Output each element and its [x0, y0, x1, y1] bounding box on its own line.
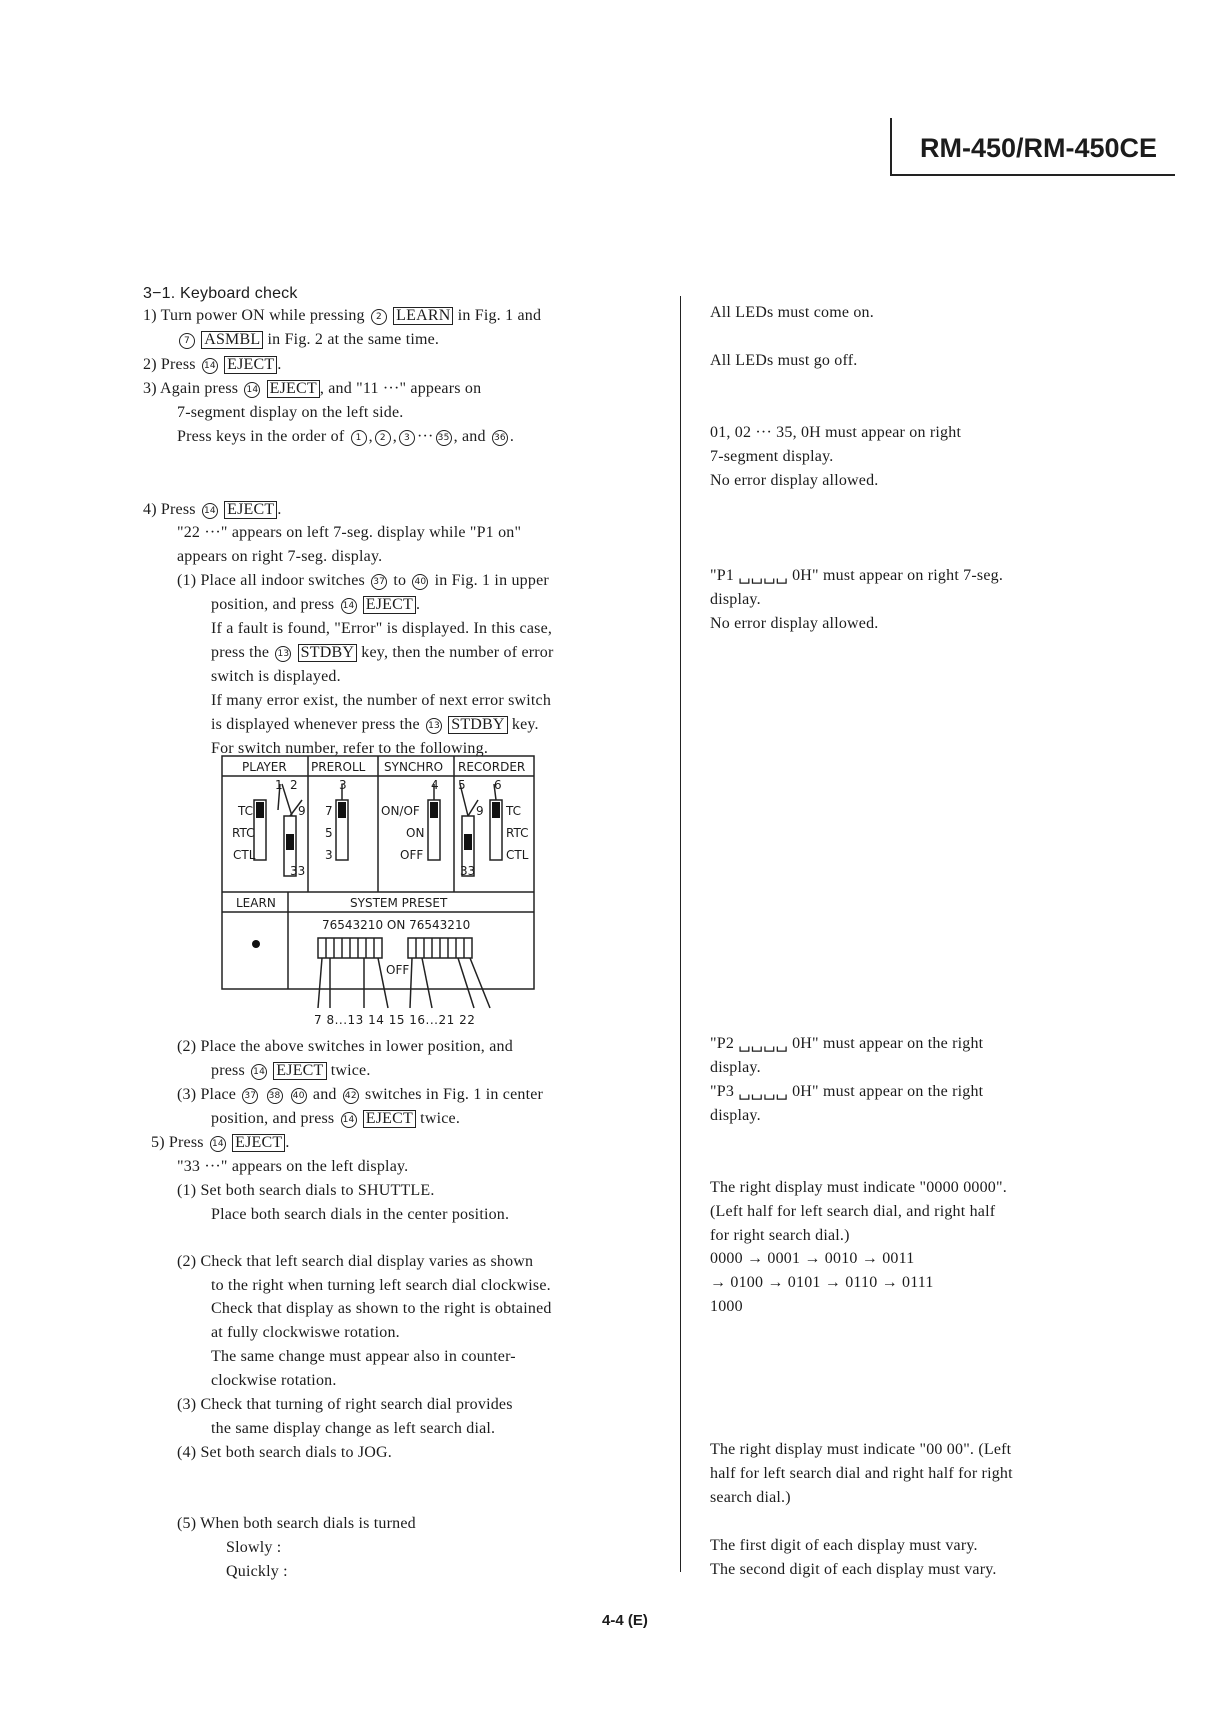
result-5-line-1: "P2 ␣␣␣␣ 0H" must appear on the right	[710, 1035, 984, 1052]
step-4-2-line-2: press 14 EJECT twice.	[211, 1062, 371, 1079]
label-on: ON	[406, 826, 425, 840]
step-4-1-line-1: (1) Place all indoor switches 37 to 40 in Fig. 1 in upper	[177, 572, 549, 589]
result-7-line-3: search dial.)	[710, 1489, 791, 1506]
column-divider	[680, 296, 681, 1572]
step-2-line-1: 2) Press 14 EJECT .	[143, 356, 282, 373]
result-8-line-2: The second digit of each display must vary.	[710, 1561, 997, 1578]
step-5-line-1: 5) Press 14 EJECT .	[151, 1134, 290, 1151]
step-4-1-line-5: switch is displayed.	[211, 668, 341, 685]
step-1-line-2: 7 ASMBL in Fig. 2 at the same time.	[177, 330, 439, 350]
key-number-marker: 14	[244, 382, 260, 398]
label-ctl-left: CTL	[233, 848, 256, 862]
step-5-line-2: "33 ···" appears on the left display.	[177, 1158, 409, 1175]
label-system-preset: SYSTEM PRESET	[350, 896, 448, 910]
switch-number-6: 6	[494, 778, 502, 792]
label-bottom-numbers: 7 8...13 14 15 16...21 22	[314, 1013, 476, 1027]
col-preroll: PREROLL	[311, 760, 366, 774]
step-5-5-line-1: (5) When both search dials is turned	[177, 1515, 416, 1532]
key-number-marker: 14	[202, 358, 218, 374]
stdby-key-label: STDBY	[448, 716, 507, 734]
page-number: 4-4 (E)	[602, 1612, 648, 1629]
result-2: All LEDs must go off.	[710, 352, 858, 369]
step-4-1-line-3: If a fault is found, "Error" is displayed. In this case,	[211, 620, 553, 637]
switch-number-9-left: 9	[298, 804, 306, 818]
col-recorder: RECORDER	[458, 760, 526, 774]
label-rtc-left: RTC	[232, 826, 255, 840]
key-number-marker: 36	[492, 430, 508, 446]
step-1-line-1: 1) Turn power ON while pressing 2 LEARN in Fig. 1 and	[143, 307, 542, 324]
step-5-1-line-2: Place both search dials in the center position.	[211, 1206, 510, 1223]
step-5-3-line-2: the same display change as left search dial.	[211, 1420, 496, 1437]
label-rtc-right: RTC	[506, 826, 529, 840]
result-6-line-5: → 0100 → 0101 → 0110 → 0111	[710, 1274, 934, 1291]
switch-number-4: 4	[431, 778, 439, 792]
key-number-marker: 37	[242, 1088, 258, 1104]
label-ctl-right: CTL	[506, 848, 529, 862]
eject-key-label: EJECT	[232, 1134, 285, 1152]
eject-key-label: EJECT	[224, 356, 277, 374]
result-5-line-3: "P3 ␣␣␣␣ 0H" must appear on the right	[710, 1083, 984, 1100]
step-4-2-line-1: (2) Place the above switches in lower position, and	[177, 1038, 513, 1055]
switch-number-9-right: 9	[476, 804, 484, 818]
eject-key-label: EJECT	[273, 1062, 326, 1080]
asmbl-key-label: ASMBL	[201, 331, 263, 349]
key-number-marker: 13	[426, 718, 442, 734]
result-6-line-6: 1000	[710, 1298, 743, 1315]
key-number-marker: 13	[275, 646, 291, 662]
header-rule-horizontal	[890, 174, 1175, 176]
result-8-line-1: The first digit of each display must vary.	[710, 1537, 978, 1554]
label-preroll-3: 3	[325, 848, 333, 862]
section-title: 3−1. Keyboard check	[143, 285, 298, 302]
result-4-line-3: No error display allowed.	[710, 615, 879, 632]
step-5-5-line-3: Quickly :	[226, 1563, 288, 1580]
key-number-marker: 35	[436, 430, 452, 446]
result-7-line-2: half for left search dial and right half for right	[710, 1465, 1013, 1482]
label-preroll-5: 5	[325, 826, 333, 840]
result-1: All LEDs must come on.	[710, 304, 874, 321]
step-4-3-line-1: (3) Place 37 38 40 and 42 switches in Fig. 1 in center	[177, 1086, 544, 1103]
eject-key-label: EJECT	[267, 380, 320, 398]
switch-number-2: 2	[290, 778, 298, 792]
key-number-marker: 7	[179, 333, 195, 349]
label-preroll-7: 7	[325, 804, 333, 818]
step-3-line-1: 3) Again press 14 EJECT , and "11 ···" appears on	[143, 380, 482, 397]
result-6-line-1: The right display must indicate "0000 0000".	[710, 1179, 1007, 1196]
eject-key-label: EJECT	[363, 596, 416, 614]
step-5-2-line-1: (2) Check that left search dial display varies as shown	[177, 1253, 534, 1270]
label-off: OFF	[400, 848, 424, 862]
step-4-line-2: "22 ···" appears on left 7-seg. display while "P1 on"	[177, 524, 522, 541]
header-rule-vertical	[890, 118, 892, 176]
key-number-marker: 14	[202, 503, 218, 519]
switch-number-5: 5	[458, 778, 466, 792]
col-synchro: SYNCHRO	[384, 760, 444, 774]
label-tc-right: TC	[506, 804, 522, 818]
label-learn: LEARN	[236, 896, 276, 910]
result-3-line-1: 01, 02 ··· 35, 0H must appear on right	[710, 424, 962, 441]
step-3-line-3: Press keys in the order of 1 , 2 , 3 ··· 35 , and 36 .	[177, 428, 515, 445]
step-4-1-line-7: is displayed whenever press the 13 STDBY key.	[211, 716, 539, 733]
step-4-line-1: 4) Press 14 EJECT .	[143, 501, 282, 518]
step-5-4-line-1: (4) Set both search dials to JOG.	[177, 1444, 393, 1461]
result-7-line-1: The right display must indicate "00 00". (Left	[710, 1441, 1012, 1458]
key-number-marker: 14	[251, 1064, 267, 1080]
key-number-marker: 14	[341, 598, 357, 614]
learn-key-label: LEARN	[393, 307, 453, 325]
col-player: PLAYER	[242, 760, 287, 774]
switch-number-33-left: 33	[290, 864, 306, 878]
label-preset-off: OFF	[386, 963, 410, 977]
step-5-3-line-1: (3) Check that turning of right search dial provides	[177, 1396, 513, 1413]
step-4-1-line-8: For switch number, refer to the following.	[211, 740, 489, 757]
step-4-line-3: appears on right 7-seg. display.	[177, 548, 383, 565]
result-6-line-3: for right search dial.)	[710, 1227, 850, 1244]
step-4-1-line-2: position, and press 14 EJECT .	[211, 596, 421, 613]
step-5-1-line-1: (1) Set both search dials to SHUTTLE.	[177, 1182, 435, 1199]
result-6-line-4: 0000 → 0001 → 0010 → 0011	[710, 1250, 915, 1267]
key-number-marker: 14	[210, 1136, 226, 1152]
result-6-line-2: (Left half for left search dial, and right half	[710, 1203, 996, 1220]
step-5-2-line-2: to the right when turning left search dial clockwise.	[211, 1277, 551, 1294]
eject-key-label: EJECT	[363, 1110, 416, 1128]
result-3-line-2: 7-segment display.	[710, 448, 834, 465]
key-number-marker: 3	[399, 430, 415, 446]
result-5-line-2: display.	[710, 1059, 761, 1076]
stdby-key-label: STDBY	[298, 644, 357, 662]
label-tc-left: TC	[238, 804, 254, 818]
result-5-line-4: display.	[710, 1107, 761, 1124]
step-5-2-line-5: The same change must appear also in counter-	[211, 1348, 516, 1365]
key-number-marker: 1	[351, 430, 367, 446]
switch-number-1: 1	[275, 778, 283, 792]
label-preset-digits: 76543210 ON 76543210	[322, 918, 471, 932]
key-number-marker: 2	[375, 430, 391, 446]
result-3-line-3: No error display allowed.	[710, 472, 879, 489]
key-number-marker: 37	[371, 574, 387, 590]
step-4-3-line-2: position, and press 14 EJECT twice.	[211, 1110, 461, 1127]
eject-key-label: EJECT	[224, 501, 277, 519]
step-4-1-line-4: press the 13 STDBY key, then the number of error	[211, 644, 554, 661]
step-5-2-line-4: at fully clockwiswe rotation.	[211, 1324, 400, 1341]
switch-number-33-right: 33	[460, 864, 476, 878]
result-4-line-1: "P1 ␣␣␣␣ 0H" must appear on right 7-seg.	[710, 567, 1004, 584]
step-4-1-line-6: If many error exist, the number of next error switch	[211, 692, 552, 709]
result-4-line-2: display.	[710, 591, 761, 608]
switch-number-3: 3	[339, 778, 347, 792]
label-on-off: ON/OF	[381, 804, 420, 818]
key-number-marker: 40	[291, 1088, 307, 1104]
key-number-marker: 42	[343, 1088, 359, 1104]
key-number-marker: 14	[341, 1112, 357, 1128]
step-3-line-2: 7-segment display on the left side.	[177, 404, 404, 421]
key-number-marker: 40	[412, 574, 428, 590]
step-5-2-line-6: clockwise rotation.	[211, 1372, 337, 1389]
step-5-5-line-2: Slowly :	[226, 1539, 282, 1556]
key-number-marker: 2	[371, 309, 387, 325]
model-title: RM-450/RM-450CE	[920, 133, 1158, 163]
step-5-2-line-3: Check that display as shown to the right is obtained	[211, 1300, 552, 1317]
key-number-marker: 38	[267, 1088, 283, 1104]
switch-diagram	[218, 752, 538, 1034]
